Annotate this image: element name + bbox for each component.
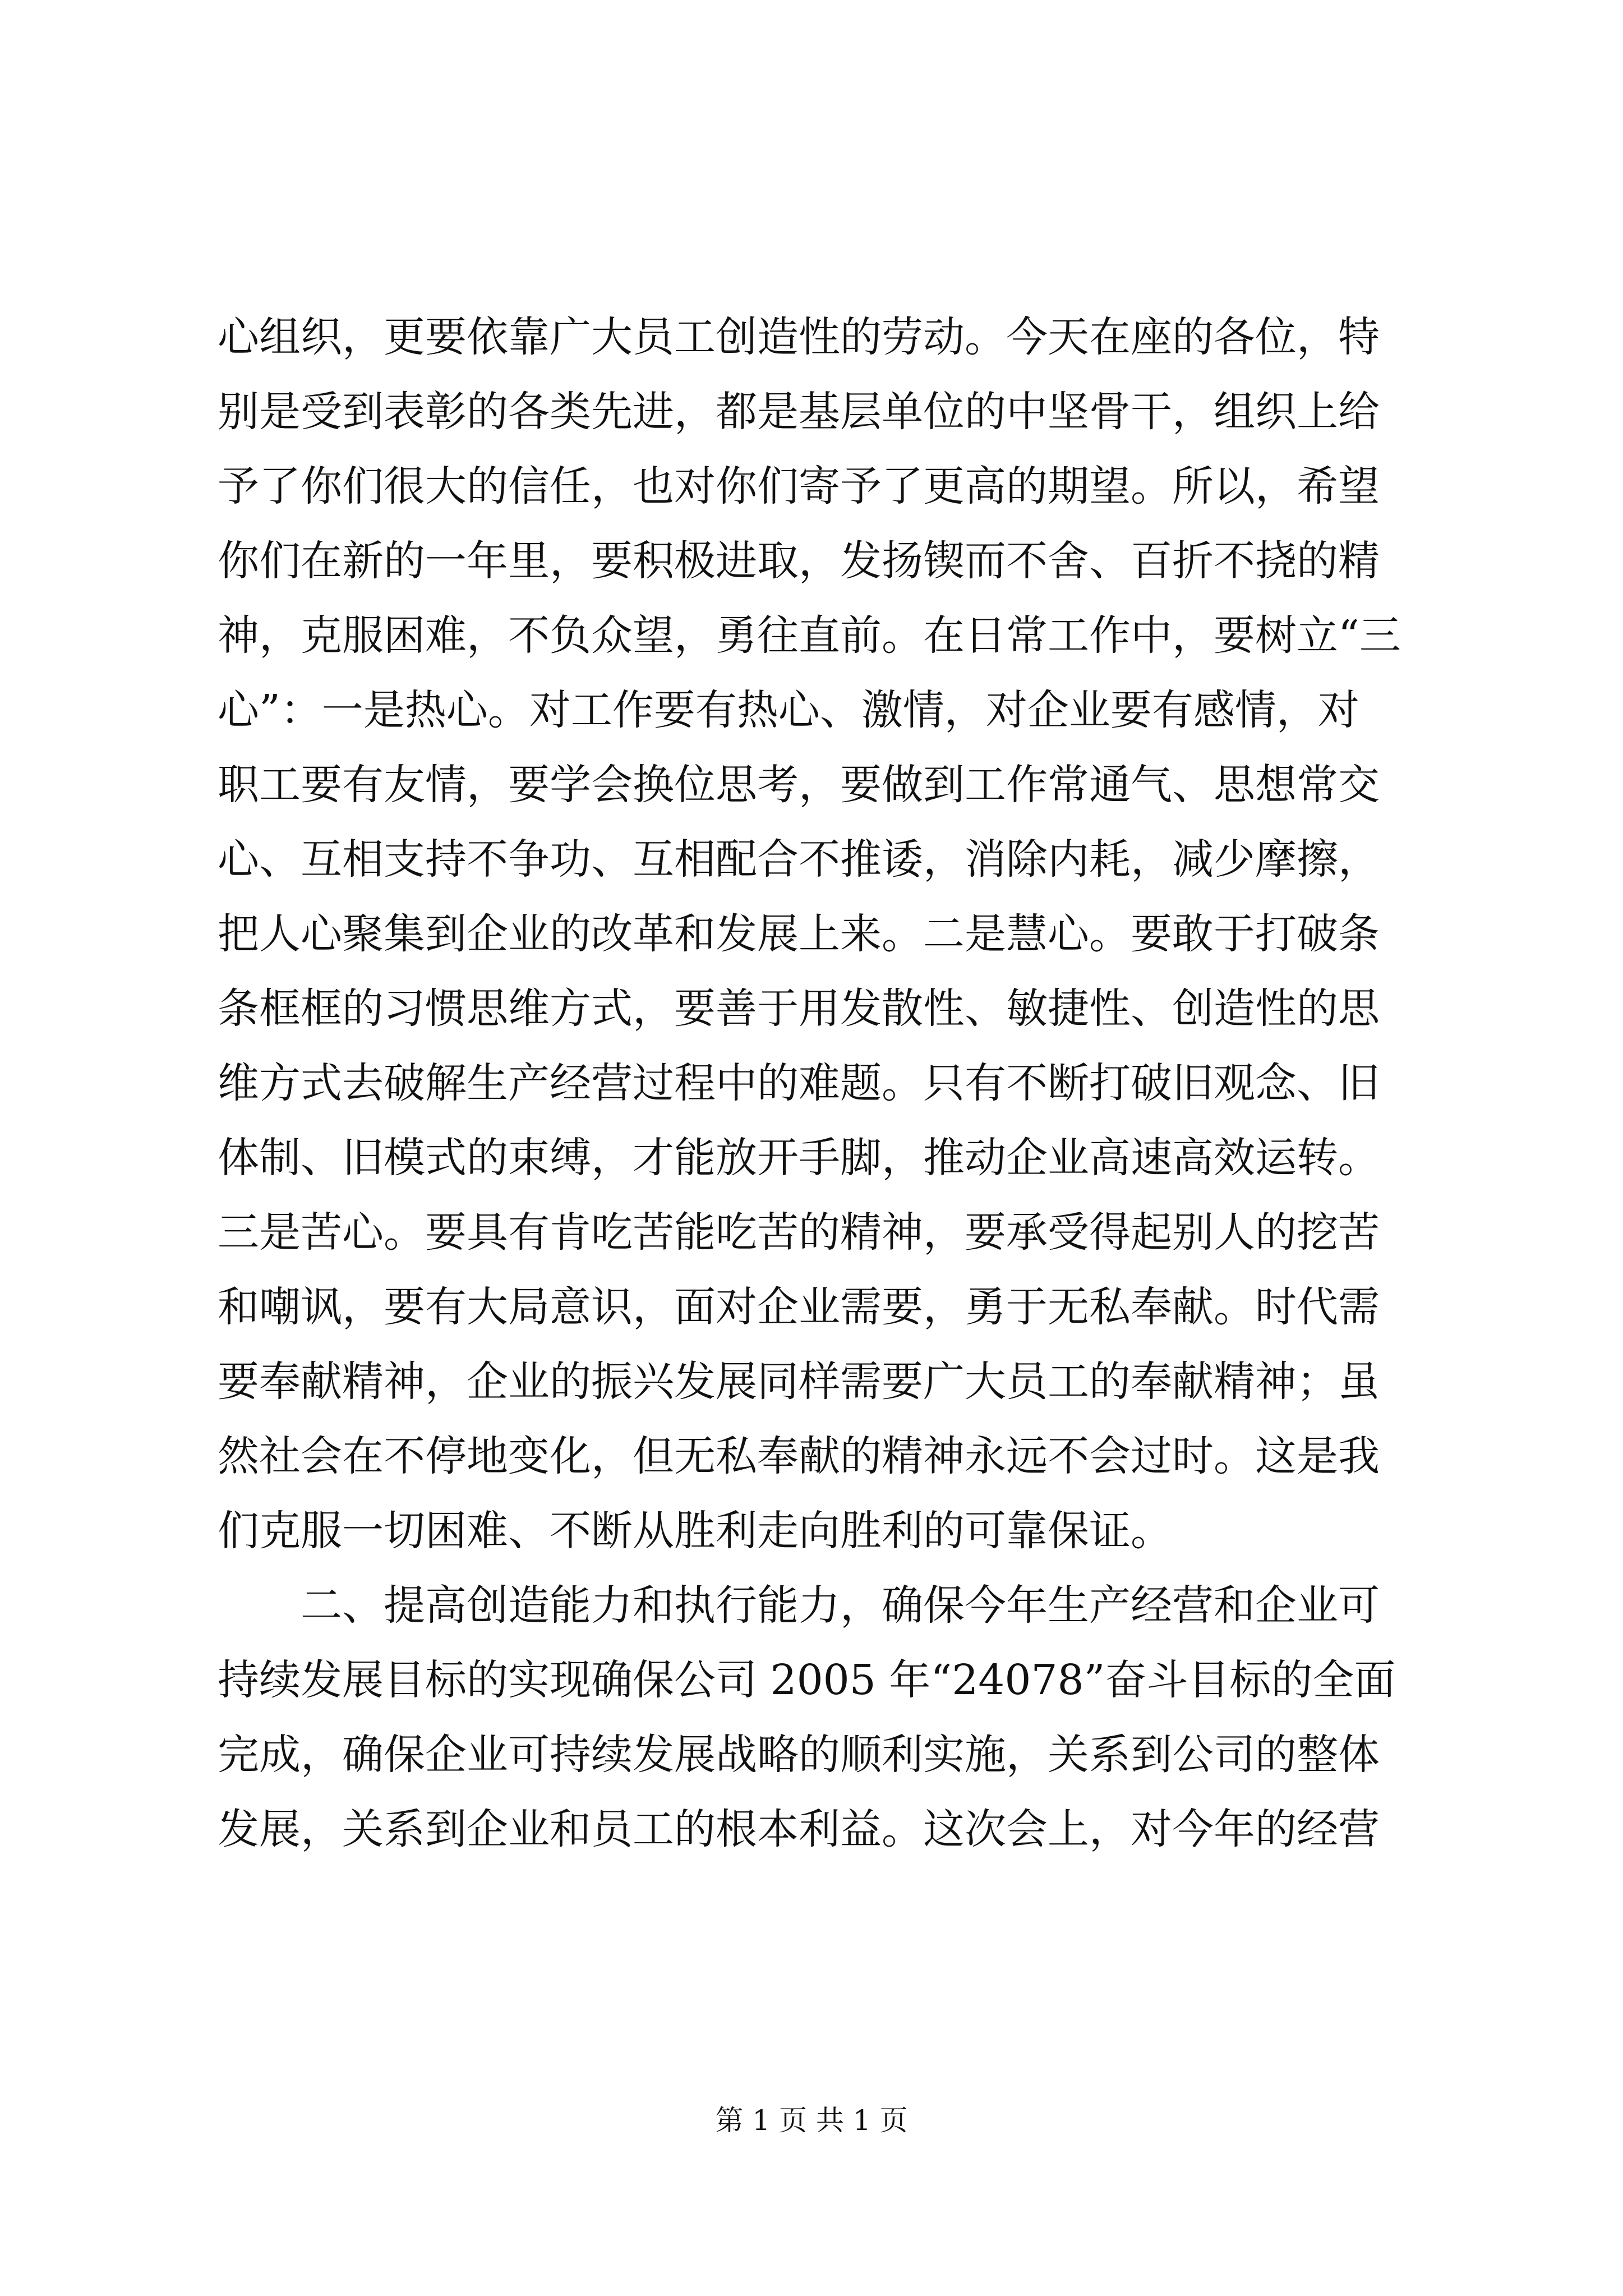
- text-line: 三是苦心。要具有肯吃苦能吃苦的精神，要承受得起别人的挖苦: [218, 1208, 1380, 1257]
- text-line: 体制、旧模式的束缚，才能放开手脚，推动企业高速高效运转。: [218, 1134, 1380, 1182]
- text-line: 条框框的习惯思维方式，要善于用发散性、敏捷性、创造性的思: [218, 984, 1380, 1033]
- text-line: 持续发展目标的实现确保公司 2005 年“24078”奋斗目标的全面: [218, 1656, 1396, 1704]
- text-line: 完成，确保企业可持续发展战略的顺利实施，关系到公司的整体: [218, 1731, 1380, 1779]
- text-line: 二、提高创造能力和执行能力，确保今年生产经营和企业可: [218, 1581, 1380, 1630]
- text-line: 别是受到表彰的各类先进，都是基层单位的中坚骨干，组织上给: [218, 388, 1380, 436]
- text-line: 然社会在不停地变化，但无私奉献的精神永远不会过时。这是我: [218, 1432, 1380, 1480]
- text-line: 予了你们很大的信任，也对你们寄予了更高的期望。所以，希望: [218, 462, 1380, 510]
- text-line: 你们在新的一年里，要积极进取，发扬锲而不舍、百折不挠的精: [218, 537, 1380, 585]
- page-footer: 第 1 页 共 1 页: [715, 2104, 908, 2137]
- text-line: 们克服一切困难、不断从胜利走向胜利的可靠保证。: [218, 1507, 1172, 1555]
- text-line: 要奉献精神，企业的振兴发展同样需要广大员工的奉献精神；虽: [218, 1358, 1380, 1406]
- document-body: [218, 300, 1429, 1867]
- text-line: 心、互相支持不争功、互相配合不推诿，消除内耗，减少摩擦，: [218, 835, 1380, 884]
- text-line: 维方式去破解生产经营过程中的难题。只有不断打破旧观念、旧: [218, 1059, 1380, 1107]
- text-line: 职工要有友情，要学会换位思考，要做到工作常通气、思想常交: [218, 761, 1380, 809]
- text-line: 把人心聚集到企业的改革和发展上来。二是慧心。要敢于打破条: [218, 910, 1380, 958]
- text-line: 发展，关系到企业和员工的根本利益。这次会上，对今年的经营: [218, 1805, 1380, 1853]
- text-line: 心”：一是热心。对工作要有热心、激情，对企业要有感情，对: [218, 686, 1359, 734]
- paragraph-2: [218, 1568, 1429, 1867]
- text-line: 神，克服困难，不负众望，勇往直前。在日常工作中，要树立“三: [218, 611, 1401, 660]
- paragraph-1: [218, 300, 1429, 1568]
- text-line: 和嘲讽，要有大局意识，面对企业需要，勇于无私奉献。时代需: [218, 1283, 1380, 1331]
- text-line: 心组织，更要依靠广大员工创造性的劳动。今天在座的各位，特: [218, 313, 1380, 361]
